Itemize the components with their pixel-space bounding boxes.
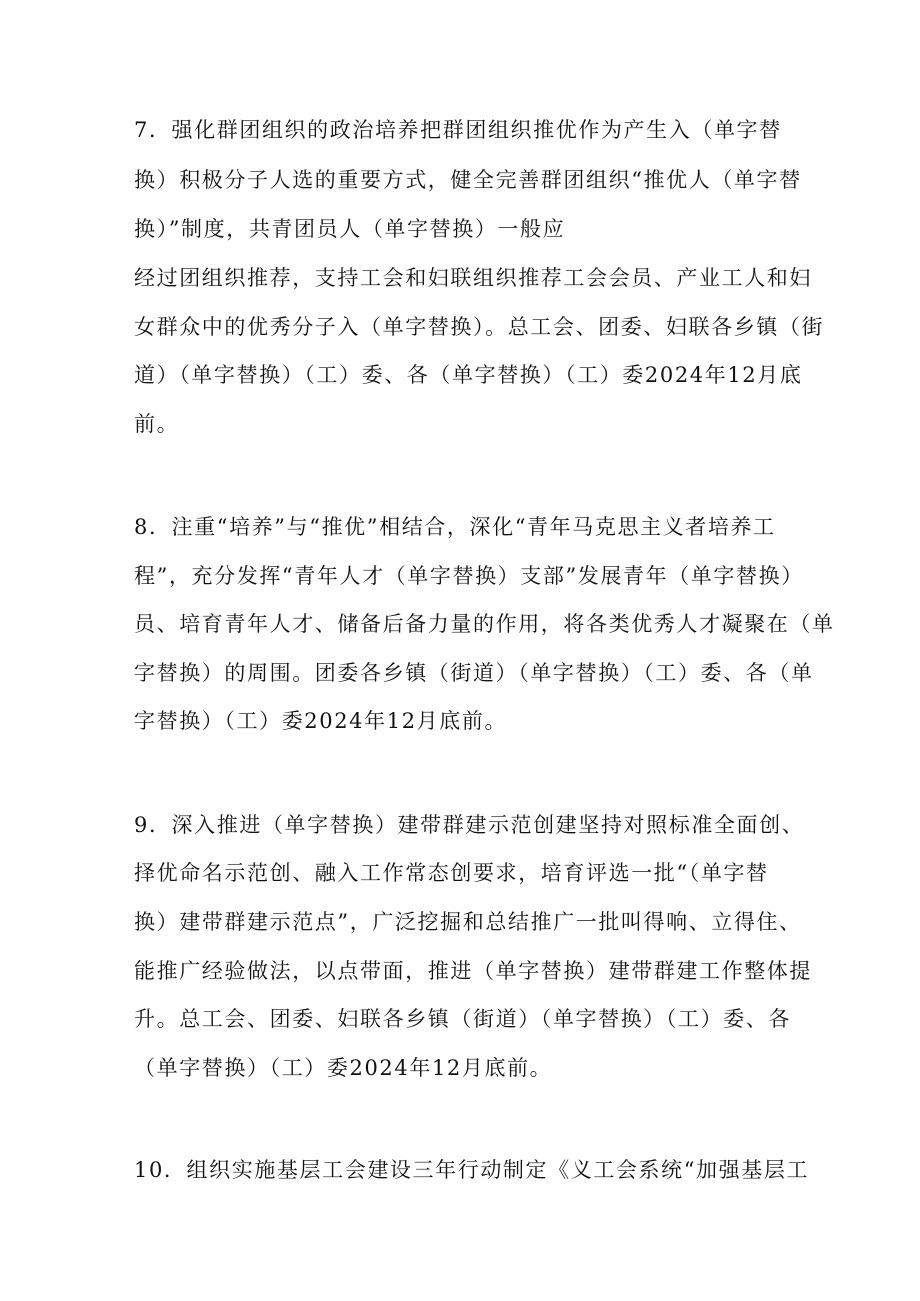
text-line: 字替换）（工）委2024年12月底前。 — [134, 709, 508, 733]
text-line: 8．注重“培养”与“推优”相结合，深化“青年马克思主义者培养工 — [134, 515, 776, 539]
text-line: 换）”制度，共青团员人（单字替换）一般应 — [134, 217, 566, 241]
text-line: 能推广经验做法，以点带面，推进（单字替换）建带群建工作整体提 — [134, 959, 812, 983]
text-line: 择优命名示范创、融入工作常态创要求，培育评选一批“（单字替 — [134, 861, 769, 885]
text-line: 9．深入推进（单字替换）建带群建示范创建坚持对照标准全面创、 — [134, 813, 805, 837]
text-line: 7．强化群团组织的政治培养把群团组织推优作为产生入（单字替 — [134, 118, 782, 142]
text-line: 员、培育青年人才、储备后备力量的作用，将各类优秀人才凝聚在（单 — [134, 612, 835, 636]
text-line: 道）（单字替换）（工）委、各（单字替换）（工）委2024年12月底 — [134, 363, 803, 387]
text-line: 换）积极分子人选的重要方式，健全完善群团组织“推优人（单字替 — [134, 168, 802, 192]
text-line: 换）建带群建示范点”，广泛挖掘和总结推广一批叫得响、立得住、 — [134, 910, 802, 934]
text-line: 字替换）的周围。团委各乡镇（街道）（单字替换）（工）委、各（单 — [134, 661, 814, 685]
text-line: 女群众中的优秀分子入（单字替换）。总工会、团委、妇联各乡镇（街 — [134, 315, 825, 339]
text-line: 10．组织实施基层工会建设三年行动制定《义工会系统“加强基层工 — [134, 1158, 810, 1182]
text-line: 升。总工会、团委、妇联各乡镇（街道）（单字替换）（工）委、各 — [134, 1007, 791, 1031]
text-line: 程”，充分发挥“青年人才（单字替换）支部”发展青年（单字替换） — [134, 564, 804, 588]
text-line: 经过团组织推荐，支持工会和妇联组织推荐工会会员、产业工人和妇 — [134, 266, 812, 290]
text-line: 前。 — [134, 412, 180, 436]
text-line: （单字替换）（工）委2024年12月底前。 — [134, 1056, 553, 1080]
